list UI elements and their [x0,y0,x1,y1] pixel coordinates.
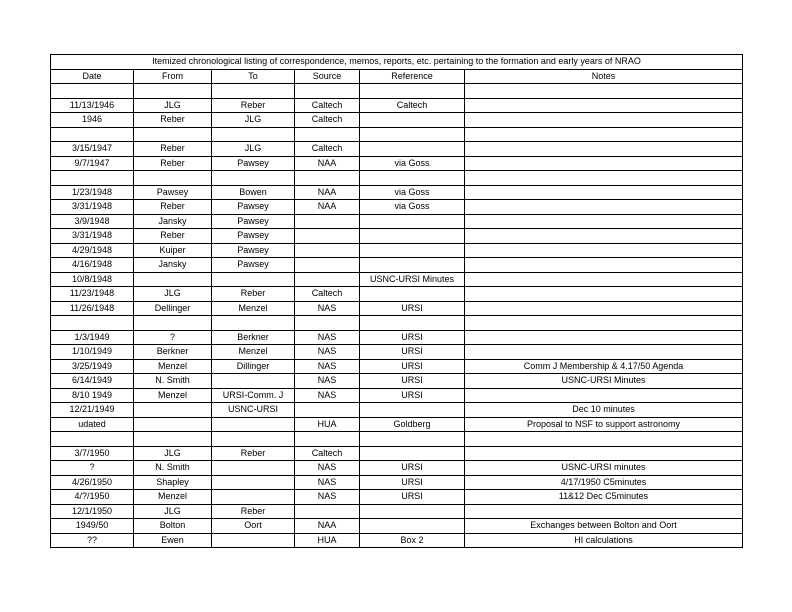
date-cell [51,316,134,331]
from-cell [134,171,212,186]
source-cell: NAS [295,359,360,374]
from-cell: Dellinger [134,301,212,316]
notes-cell [465,142,743,157]
from-cell: Berkner [134,345,212,360]
table-row [51,171,743,186]
reference-cell: USNC-URSI Minutes [360,272,465,287]
to-cell: Menzel [212,345,295,360]
table-row [51,519,743,534]
reference-cell [360,113,465,128]
table-row [51,243,743,258]
to-cell [212,417,295,432]
date-cell: 4/26/1950 [51,475,134,490]
table-row [51,461,743,476]
date-cell: 12/21/1949 [51,403,134,418]
reference-cell [360,258,465,273]
to-cell: URSI-Comm. J [212,388,295,403]
table-row [51,113,743,128]
reference-cell [360,432,465,447]
reference-cell: Caltech [360,98,465,113]
reference-cell: URSI [360,388,465,403]
date-cell: 11/13/1946 [51,98,134,113]
table-row [51,345,743,360]
notes-cell: Comm J Membership & 4.17/50 Agenda [465,359,743,374]
column-header-notes: Notes [465,69,743,84]
notes-cell: HI calculations [465,533,743,548]
notes-cell: Dec 10 minutes [465,403,743,418]
to-cell: Pawsey [212,243,295,258]
reference-cell: URSI [360,330,465,345]
notes-cell [465,113,743,128]
date-cell: 1/10/1949 [51,345,134,360]
notes-cell: USNC-URSI Minutes [465,374,743,389]
to-cell [212,84,295,99]
from-cell [134,84,212,99]
reference-cell: URSI [360,359,465,374]
from-cell: Shapley [134,475,212,490]
table-row [51,330,743,345]
table-row [51,156,743,171]
to-cell [212,490,295,505]
from-cell: Ewen [134,533,212,548]
to-cell: Pawsey [212,214,295,229]
table-row [51,229,743,244]
date-cell [51,127,134,142]
notes-cell [465,127,743,142]
table-row [51,272,743,287]
date-cell: 4/?/1950 [51,490,134,505]
reference-cell [360,446,465,461]
source-cell: NAS [295,330,360,345]
reference-cell: URSI [360,461,465,476]
date-cell [51,171,134,186]
to-cell [212,533,295,548]
table-row [51,301,743,316]
notes-cell [465,432,743,447]
to-cell [212,316,295,331]
notes-cell [465,388,743,403]
to-cell: Dillinger [212,359,295,374]
source-cell: NAS [295,388,360,403]
source-cell: Caltech [295,98,360,113]
to-cell: Pawsey [212,156,295,171]
source-cell [295,272,360,287]
notes-cell [465,156,743,171]
source-cell: NAA [295,156,360,171]
reference-cell [360,127,465,142]
to-cell [212,127,295,142]
reference-cell [360,287,465,302]
notes-cell [465,229,743,244]
reference-cell [360,171,465,186]
source-cell [295,432,360,447]
from-cell: Bolton [134,519,212,534]
source-cell [295,214,360,229]
notes-cell: USNC-URSI minutes [465,461,743,476]
source-cell [295,316,360,331]
header-row [51,69,743,84]
table-row [51,475,743,490]
date-cell: 3/25/1949 [51,359,134,374]
notes-cell [465,243,743,258]
table-body [51,84,743,548]
from-cell: Menzel [134,388,212,403]
source-cell [295,403,360,418]
source-cell [295,243,360,258]
source-cell: NAA [295,519,360,534]
table-row [51,432,743,447]
notes-cell [465,504,743,519]
notes-cell: Exchanges between Bolton and Oort [465,519,743,534]
source-cell: Caltech [295,287,360,302]
from-cell [134,316,212,331]
notes-cell [465,287,743,302]
source-cell: NAS [295,374,360,389]
reference-cell: URSI [360,475,465,490]
reference-cell: Box 2 [360,533,465,548]
date-cell: 11/23/1948 [51,287,134,302]
date-cell: 10/8/1948 [51,272,134,287]
source-cell [295,504,360,519]
reference-cell: URSI [360,345,465,360]
date-cell: 3/15/1947 [51,142,134,157]
from-cell: Reber [134,113,212,128]
from-cell [134,417,212,432]
reference-cell [360,243,465,258]
date-cell: 11/26/1948 [51,301,134,316]
date-cell: ? [51,461,134,476]
to-cell: JLG [212,113,295,128]
column-header-from: From [134,69,212,84]
column-header-reference: Reference [360,69,465,84]
to-cell: Reber [212,287,295,302]
notes-cell [465,345,743,360]
date-cell: 8/10 1949 [51,388,134,403]
reference-cell [360,229,465,244]
from-cell: JLG [134,98,212,113]
table-row [51,446,743,461]
date-cell [51,432,134,447]
from-cell: JLG [134,446,212,461]
date-cell [51,84,134,99]
date-cell: 1/23/1948 [51,185,134,200]
from-cell: Pawsey [134,185,212,200]
to-cell [212,374,295,389]
reference-cell [360,84,465,99]
notes-cell [465,272,743,287]
from-cell: Reber [134,156,212,171]
source-cell: NAS [295,475,360,490]
reference-cell: URSI [360,490,465,505]
date-cell: ?? [51,533,134,548]
notes-cell [465,301,743,316]
table-row [51,359,743,374]
table-row [51,142,743,157]
reference-cell: via Goss [360,156,465,171]
date-cell: 1/3/1949 [51,330,134,345]
source-cell: Caltech [295,113,360,128]
correspondence-table [50,54,743,548]
source-cell: NAS [295,301,360,316]
table-row [51,98,743,113]
notes-cell: 4/17/1950 C5minutes [465,475,743,490]
from-cell: Reber [134,229,212,244]
notes-cell [465,446,743,461]
from-cell [134,127,212,142]
source-cell [295,127,360,142]
notes-cell [465,258,743,273]
source-cell [295,171,360,186]
to-cell: Reber [212,446,295,461]
reference-cell [360,214,465,229]
notes-cell [465,316,743,331]
table-row [51,200,743,215]
reference-cell [360,142,465,157]
from-cell: JLG [134,504,212,519]
to-cell: Reber [212,98,295,113]
to-cell: Oort [212,519,295,534]
source-cell: Caltech [295,142,360,157]
from-cell [134,272,212,287]
reference-cell: via Goss [360,185,465,200]
reference-cell [360,403,465,418]
from-cell [134,403,212,418]
from-cell: Jansky [134,258,212,273]
date-cell: 6/14/1949 [51,374,134,389]
to-cell: Berkner [212,330,295,345]
notes-cell [465,214,743,229]
notes-cell [465,200,743,215]
column-header-date: Date [51,69,134,84]
reference-cell: URSI [360,374,465,389]
column-header-source: Source [295,69,360,84]
reference-cell [360,316,465,331]
date-cell: 3/9/1948 [51,214,134,229]
to-cell [212,432,295,447]
date-cell: udated [51,417,134,432]
table-row [51,84,743,99]
from-cell [134,432,212,447]
table-row [51,490,743,505]
source-cell: NAS [295,461,360,476]
source-cell: HUA [295,533,360,548]
table-row [51,388,743,403]
date-cell: 4/29/1948 [51,243,134,258]
to-cell: JLG [212,142,295,157]
reference-cell: via Goss [360,200,465,215]
notes-cell [465,84,743,99]
table-row [51,403,743,418]
to-cell [212,171,295,186]
table-row [51,127,743,142]
date-cell: 3/7/1950 [51,446,134,461]
table-row [51,374,743,389]
source-cell: HUA [295,417,360,432]
to-cell [212,461,295,476]
source-cell [295,258,360,273]
from-cell: Menzel [134,359,212,374]
column-header-to: To [212,69,295,84]
to-cell: Pawsey [212,200,295,215]
reference-cell: URSI [360,301,465,316]
table-title: Itemized chronological listing of correspondence, memos, reports, etc. pertaining to the formation and early years of NRAO [51,55,743,70]
from-cell: N. Smith [134,374,212,389]
table-row [51,287,743,302]
from-cell: Reber [134,200,212,215]
notes-cell [465,185,743,200]
reference-cell [360,519,465,534]
table-row [51,258,743,273]
title-row [51,55,743,70]
table-row [51,214,743,229]
to-cell: Pawsey [212,229,295,244]
from-cell: Jansky [134,214,212,229]
date-cell: 1949/50 [51,519,134,534]
notes-cell [465,98,743,113]
to-cell: USNC-URSI [212,403,295,418]
to-cell: Menzel [212,301,295,316]
from-cell: N. Smith [134,461,212,476]
table-row [51,533,743,548]
from-cell: JLG [134,287,212,302]
notes-cell: Proposal to NSF to support astronomy [465,417,743,432]
notes-cell: 11&12 Dec C5minutes [465,490,743,505]
to-cell: Pawsey [212,258,295,273]
source-cell: NAS [295,490,360,505]
source-cell: NAA [295,185,360,200]
source-cell [295,229,360,244]
from-cell: Kuiper [134,243,212,258]
date-cell: 12/1/1950 [51,504,134,519]
from-cell: ? [134,330,212,345]
to-cell: Bowen [212,185,295,200]
source-cell: NAA [295,200,360,215]
table-row [51,504,743,519]
date-cell: 3/31/1948 [51,229,134,244]
to-cell: Reber [212,504,295,519]
source-cell [295,84,360,99]
to-cell [212,272,295,287]
from-cell: Menzel [134,490,212,505]
source-cell: NAS [295,345,360,360]
table-row [51,316,743,331]
notes-cell [465,330,743,345]
reference-cell [360,504,465,519]
from-cell: Reber [134,142,212,157]
table-row [51,185,743,200]
date-cell: 3/31/1948 [51,200,134,215]
reference-cell: Goldberg [360,417,465,432]
date-cell: 4/16/1948 [51,258,134,273]
date-cell: 1946 [51,113,134,128]
notes-cell [465,171,743,186]
date-cell: 9/7/1947 [51,156,134,171]
source-cell: Caltech [295,446,360,461]
to-cell [212,475,295,490]
table-row [51,417,743,432]
